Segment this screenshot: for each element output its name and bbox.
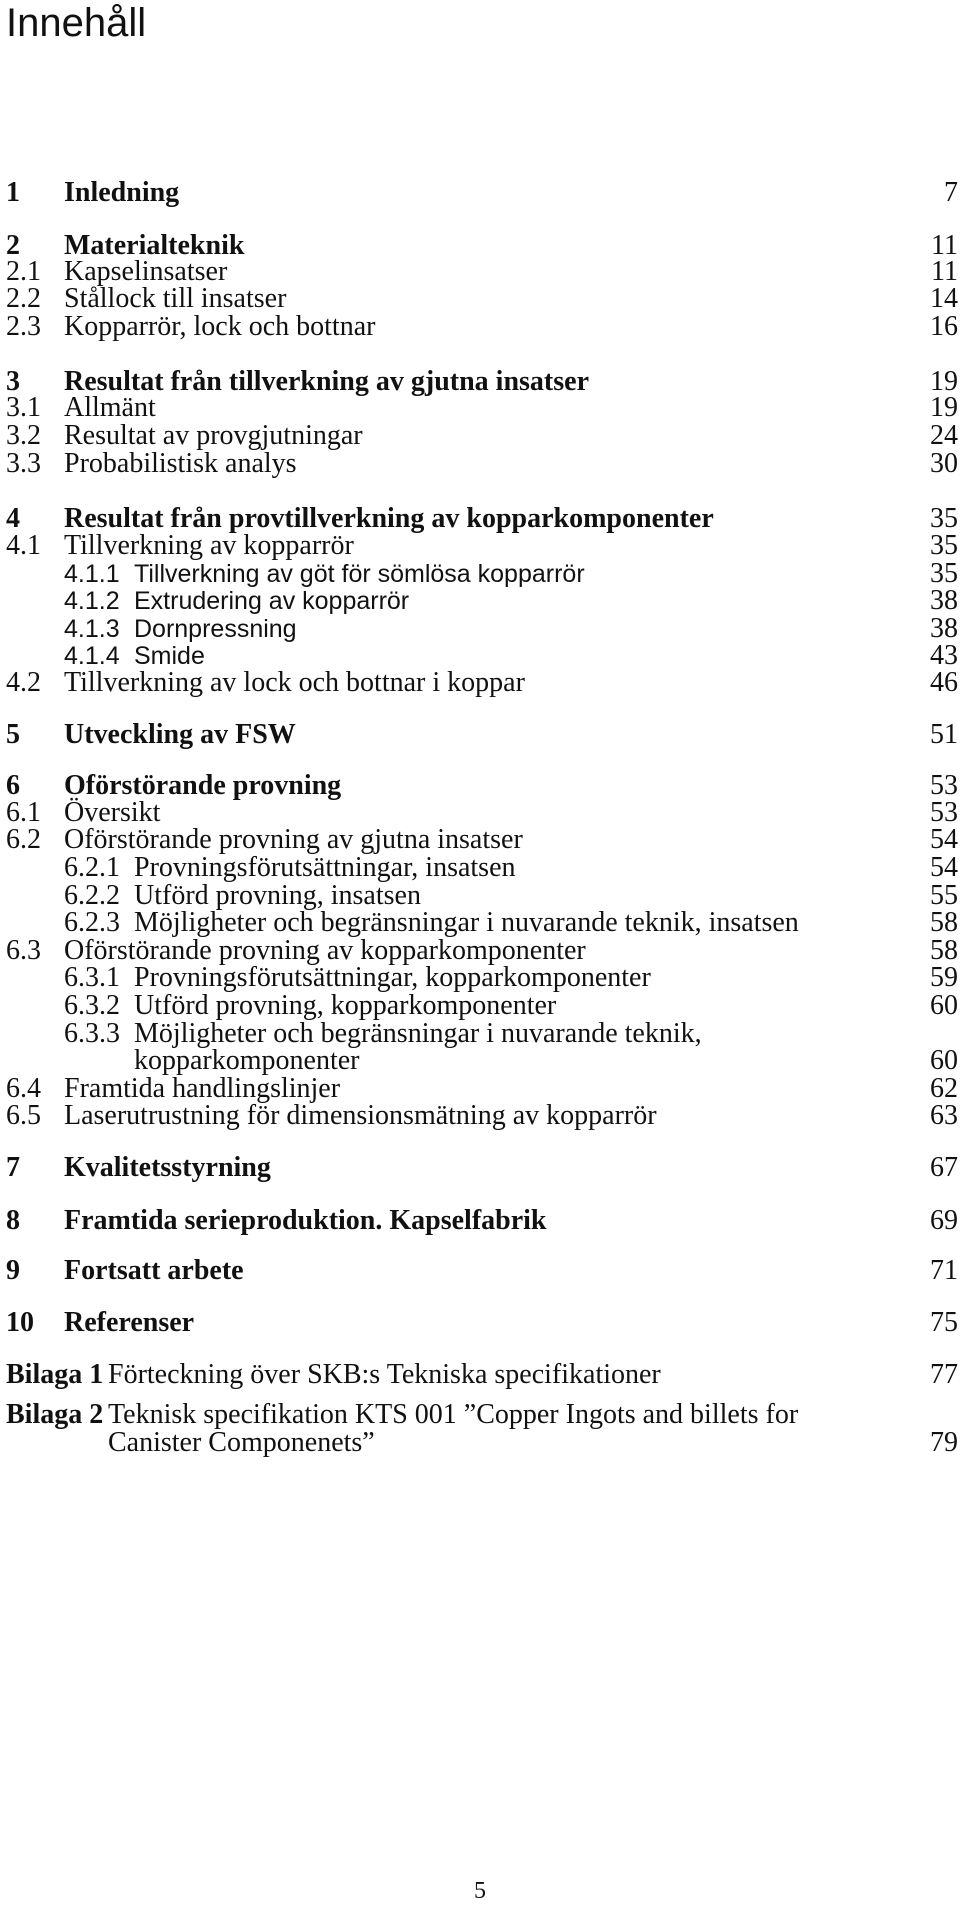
toc-page: 62 bbox=[930, 1073, 958, 1104]
toc-title: Resultat från provtillverkning av kopparkomponenter bbox=[64, 503, 714, 534]
toc-title: Inledning bbox=[64, 177, 180, 208]
toc-title: Förteckning över SKB:s Tekniska specifikationer bbox=[108, 1359, 661, 1390]
toc-title: Dornpressning bbox=[134, 615, 297, 643]
toc-page: 38 bbox=[930, 585, 958, 616]
toc-page: 35 bbox=[930, 530, 958, 561]
toc-page: 35 bbox=[930, 503, 958, 534]
toc-page: 35 bbox=[930, 558, 958, 589]
toc-page: 46 bbox=[930, 667, 958, 698]
toc-entry-continuation[interactable] bbox=[0, 1425, 960, 1461]
toc-number: 6.2.1 bbox=[64, 852, 120, 883]
toc-entry[interactable] bbox=[0, 665, 960, 701]
toc-title: Oförstörande provning av gjutna insatser bbox=[64, 824, 523, 855]
toc-number: 2 bbox=[6, 230, 20, 261]
toc-entry[interactable] bbox=[0, 309, 960, 345]
toc-number: 7 bbox=[6, 1152, 20, 1183]
toc-page: 38 bbox=[930, 613, 958, 644]
toc-number: 2.3 bbox=[6, 311, 41, 342]
toc-title: Översikt bbox=[64, 797, 161, 828]
toc-title: Kvalitetsstyrning bbox=[64, 1152, 271, 1183]
toc-entry[interactable] bbox=[0, 175, 960, 211]
toc-title: Provningsförutsättningar, kopparkomponenter bbox=[134, 962, 651, 993]
toc-number: 6.2 bbox=[6, 824, 41, 855]
toc-number: 6.3 bbox=[6, 935, 41, 966]
toc-page: 11 bbox=[931, 230, 958, 261]
toc-page: 77 bbox=[930, 1359, 958, 1390]
toc-title: Laserutrustning för dimensionsmätning av kopparrör bbox=[64, 1100, 657, 1131]
toc-number: 2.2 bbox=[6, 283, 41, 314]
toc-entry[interactable] bbox=[0, 1098, 960, 1134]
toc-page: 11 bbox=[931, 256, 958, 287]
toc-number: 2.1 bbox=[6, 256, 41, 287]
toc-number: 4.1.4 bbox=[64, 642, 120, 670]
toc-number: 6.3.3 bbox=[64, 1018, 120, 1049]
toc-number: 4.1 bbox=[6, 530, 41, 561]
toc-title: Referenser bbox=[64, 1307, 195, 1338]
toc-page: 19 bbox=[930, 392, 958, 423]
toc-page: 53 bbox=[930, 797, 958, 828]
toc-title: Tillverkning av lock och bottnar i koppar bbox=[64, 667, 525, 698]
toc-entry[interactable] bbox=[0, 1357, 960, 1393]
toc-number: 6.3.2 bbox=[64, 990, 120, 1021]
toc-entry[interactable] bbox=[0, 1203, 960, 1239]
toc-title: Oförstörande provning bbox=[64, 770, 342, 801]
toc-title: Kopparrör, lock och bottnar bbox=[64, 311, 376, 342]
toc-title: Resultat från tillverkning av gjutna insatser bbox=[64, 366, 589, 397]
toc-entry[interactable] bbox=[0, 1253, 960, 1289]
toc-page: 14 bbox=[930, 283, 958, 314]
toc-number: 9 bbox=[6, 1255, 20, 1286]
toc-title: Fortsatt arbete bbox=[64, 1255, 244, 1286]
toc-number: 4.1.1 bbox=[64, 560, 120, 588]
toc-page: 58 bbox=[930, 935, 958, 966]
toc-title: Kapselinsatser bbox=[64, 256, 228, 287]
toc-title: Framtida serieproduktion. Kapselfabrik bbox=[64, 1205, 547, 1236]
toc-page: 63 bbox=[930, 1100, 958, 1131]
toc-number: 3 bbox=[6, 366, 20, 397]
toc-page: 59 bbox=[930, 962, 958, 993]
toc-number: 3.3 bbox=[6, 448, 41, 479]
toc-number: Bilaga 2 bbox=[6, 1399, 104, 1430]
toc-page: 58 bbox=[930, 907, 958, 938]
toc-number: 10 bbox=[6, 1307, 34, 1338]
toc-page: 7 bbox=[944, 177, 958, 208]
page-title: Innehåll bbox=[6, 1, 147, 45]
toc-title: Utförd provning, insatsen bbox=[134, 880, 421, 911]
toc-page: 71 bbox=[930, 1255, 958, 1286]
toc-title: Utförd provning, kopparkomponenter bbox=[134, 990, 557, 1021]
toc-title: Extrudering av kopparrör bbox=[134, 587, 410, 615]
toc-number: 6.5 bbox=[6, 1100, 41, 1131]
toc-number: Bilaga 1 bbox=[6, 1359, 104, 1390]
toc-page: 60 bbox=[930, 990, 958, 1021]
toc-number: 6.1 bbox=[6, 797, 41, 828]
toc-page: 54 bbox=[930, 824, 958, 855]
toc-title: Resultat av provgjutningar bbox=[64, 420, 363, 451]
toc-number: 4.1.2 bbox=[64, 587, 120, 615]
toc-title: Provningsförutsättningar, insatsen bbox=[134, 852, 516, 883]
toc-number: 4.1.3 bbox=[64, 615, 120, 643]
toc-title: kopparkomponenter bbox=[134, 1045, 360, 1076]
toc-title: Möjligheter och begränsningar i nuvarande teknik, insatsen bbox=[134, 907, 799, 938]
toc-number: 6.2.2 bbox=[64, 880, 120, 911]
toc-page: 19 bbox=[930, 366, 958, 397]
toc-page: 60 bbox=[930, 1045, 958, 1076]
toc-page: 69 bbox=[930, 1205, 958, 1236]
toc-title: Tillverkning av kopparrör bbox=[64, 530, 354, 561]
toc-page: 30 bbox=[930, 448, 958, 479]
toc-page: 24 bbox=[930, 420, 958, 451]
toc-title: Utveckling av FSW bbox=[64, 719, 296, 750]
toc-entry[interactable] bbox=[0, 1305, 960, 1341]
toc-number: 6.2.3 bbox=[64, 907, 120, 938]
toc-number: 6 bbox=[6, 770, 20, 801]
toc-title: Stållock till insatser bbox=[64, 283, 287, 314]
toc-number: 5 bbox=[6, 719, 20, 750]
toc-number: 1 bbox=[6, 177, 20, 208]
toc-title: Materialteknik bbox=[64, 230, 245, 261]
toc-page: 53 bbox=[930, 770, 958, 801]
toc-title: Möjligheter och begränsningar i nuvarande teknik, bbox=[134, 1018, 702, 1049]
toc-number: 4 bbox=[6, 503, 20, 534]
toc-number: 3.1 bbox=[6, 392, 41, 423]
toc-number: 6.4 bbox=[6, 1073, 41, 1104]
toc-title: Canister Componenets” bbox=[108, 1427, 375, 1458]
toc-page: 55 bbox=[930, 880, 958, 911]
toc-number: 3.2 bbox=[6, 420, 41, 451]
toc-page: 43 bbox=[930, 640, 958, 671]
toc-entry[interactable] bbox=[0, 717, 960, 753]
page-number: 5 bbox=[474, 1878, 486, 1904]
toc-title: Probabilistisk analys bbox=[64, 448, 297, 479]
toc-title: Teknisk specifikation KTS 001 ”Copper Ingots and billets for bbox=[108, 1399, 799, 1430]
toc-title: Oförstörande provning av kopparkomponenter bbox=[64, 935, 586, 966]
toc-number: 4.2 bbox=[6, 667, 41, 698]
toc-entry[interactable] bbox=[0, 446, 960, 482]
toc-number: 8 bbox=[6, 1205, 20, 1236]
toc-page: 54 bbox=[930, 852, 958, 883]
toc-title: Smide bbox=[134, 642, 205, 670]
toc-title: Tillverkning av göt för sömlösa kopparrör bbox=[134, 560, 585, 588]
toc-page: 51 bbox=[930, 719, 958, 750]
toc-page: 79 bbox=[930, 1427, 958, 1458]
toc-title: Allmänt bbox=[64, 392, 156, 423]
toc-page: 16 bbox=[930, 311, 958, 342]
toc-entry[interactable] bbox=[0, 1150, 960, 1186]
toc-title: Framtida handlingslinjer bbox=[64, 1073, 341, 1104]
toc-page: 67 bbox=[930, 1152, 958, 1183]
toc-number: 6.3.1 bbox=[64, 962, 120, 993]
toc-page: 75 bbox=[930, 1307, 958, 1338]
